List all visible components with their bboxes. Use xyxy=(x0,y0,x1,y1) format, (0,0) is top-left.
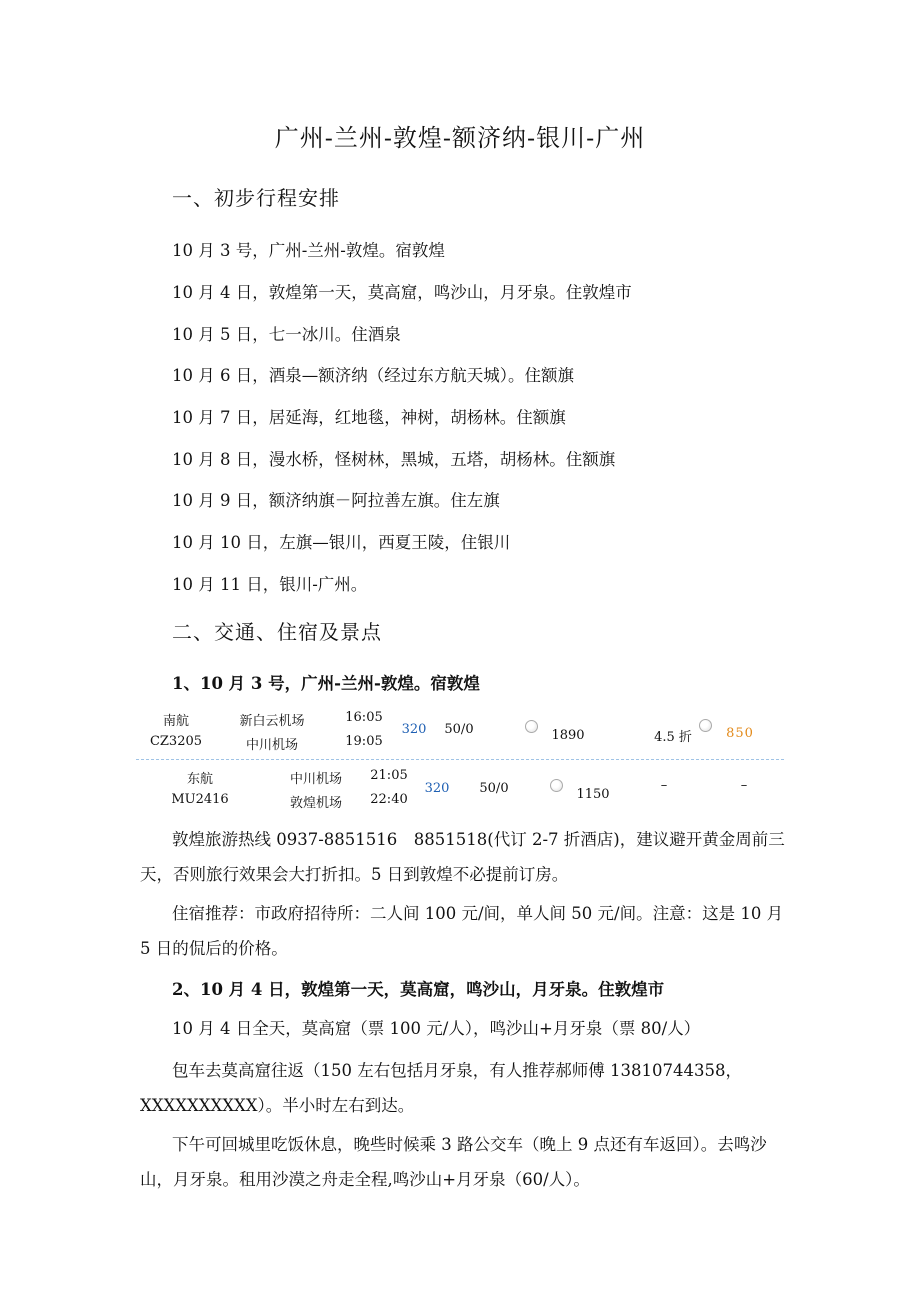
flight-to: 中川机场 xyxy=(245,738,298,753)
flight-discount-price: 850 xyxy=(726,726,754,741)
flight-row xyxy=(136,704,784,760)
flight-from: 新白云机场 xyxy=(239,714,305,729)
flight-price: 1890 xyxy=(551,728,585,743)
flight-airline: 东航 xyxy=(186,772,213,787)
flight-code: MU2416 xyxy=(171,792,229,807)
paragraph-tickets: 10 月 4 日全天，莫高窟（票 100 元/人），鸣沙山+月牙泉（票 80/人） xyxy=(172,1019,701,1038)
flight-discount: 4.5 折 xyxy=(654,730,692,745)
flight-row xyxy=(136,762,784,818)
paragraph-charter: 包车去莫高窟往返（150 左右包括月牙泉，有人推荐郝师傅 13810744358，XXXXXXXXXX）。半小时左右到达。 xyxy=(140,1061,742,1115)
flight-discount-price: – xyxy=(740,778,748,793)
discount-radio[interactable] xyxy=(699,719,712,732)
flight-code: CZ3205 xyxy=(149,734,203,749)
itinerary-item: 10 月 6 日，酒泉—额济纳（经过东方航天城）。住额旗 xyxy=(172,366,574,385)
page-title: 广州-兰州-敦煌-额济纳-银川-广州 xyxy=(274,124,646,152)
itinerary-item: 10 月 10 日，左旗—银川，西夏王陵，住银川 xyxy=(172,533,511,552)
paragraph-accommodation: 住宿推荐：市政府招待所：二人间 100 元/间，单人间 50 元/间。注意：这是 10 月 5 日的侃后的价格。 xyxy=(140,904,784,958)
day1-heading: 1、10 月 3 号，广州-兰州-敦煌。宿敦煌 xyxy=(172,674,480,693)
paragraph-afternoon: 下午可回城里吃饭休息，晚些时候乘 3 路公交车（晚上 9 点还有车返回）。去鸣沙山，月牙泉。租用沙漠之舟走全程,鸣沙山+月牙泉（60/人）。 xyxy=(140,1135,767,1189)
itinerary-item: 10 月 8 日，漫水桥，怪树林，黑城，五塔，胡杨林。住额旗 xyxy=(172,450,616,469)
flight-arrival: 22:40 xyxy=(370,792,408,807)
flight-seats: 50/0 xyxy=(444,722,474,737)
flight-aircraft: 320 xyxy=(424,781,450,796)
itinerary-item: 10 月 4 日，敦煌第一天，莫高窟，鸣沙山，月牙泉。住敦煌市 xyxy=(172,283,632,302)
section-heading-itinerary: 一、初步行程安排 xyxy=(172,186,340,210)
section-heading-transport: 二、交通、住宿及景点 xyxy=(172,620,382,644)
itinerary-item: 10 月 5 日，七一冰川。住酒泉 xyxy=(172,325,401,344)
price-radio[interactable] xyxy=(550,779,563,792)
row-divider xyxy=(136,759,784,760)
day2-heading: 2、10 月 4 日，敦煌第一天，莫高窟，鸣沙山，月牙泉。住敦煌市 xyxy=(172,980,665,999)
flight-discount: – xyxy=(660,778,668,793)
flight-seats: 50/0 xyxy=(479,781,509,796)
flight-departure: 16:05 xyxy=(345,710,383,725)
itinerary-item: 10 月 11 日，银川-广州。 xyxy=(172,575,368,594)
flight-departure: 21:05 xyxy=(370,768,408,783)
flight-from: 中川机场 xyxy=(289,772,342,787)
flight-airline: 南航 xyxy=(162,714,189,729)
paragraph-hotline: 敦煌旅游热线 0937-8851516 8851518(代订 2-7 折酒店)，建议避开黄金周前三天，否则旅行效果会大打折扣。5 日到敦煌不必提前订房。 xyxy=(140,830,785,884)
itinerary-item: 10 月 9 日，额济纳旗－阿拉善左旗。住左旗 xyxy=(172,491,500,510)
itinerary-item: 10 月 3 号，广州-兰州-敦煌。宿敦煌 xyxy=(172,241,445,260)
itinerary-item: 10 月 7 日，居延海，红地毯，神树，胡杨林。住额旗 xyxy=(172,408,566,427)
flight-arrival: 19:05 xyxy=(345,734,383,749)
price-radio[interactable] xyxy=(525,720,538,733)
flight-to: 敦煌机场 xyxy=(289,796,342,811)
flight-aircraft: 320 xyxy=(401,722,427,737)
flight-price: 1150 xyxy=(576,787,610,802)
